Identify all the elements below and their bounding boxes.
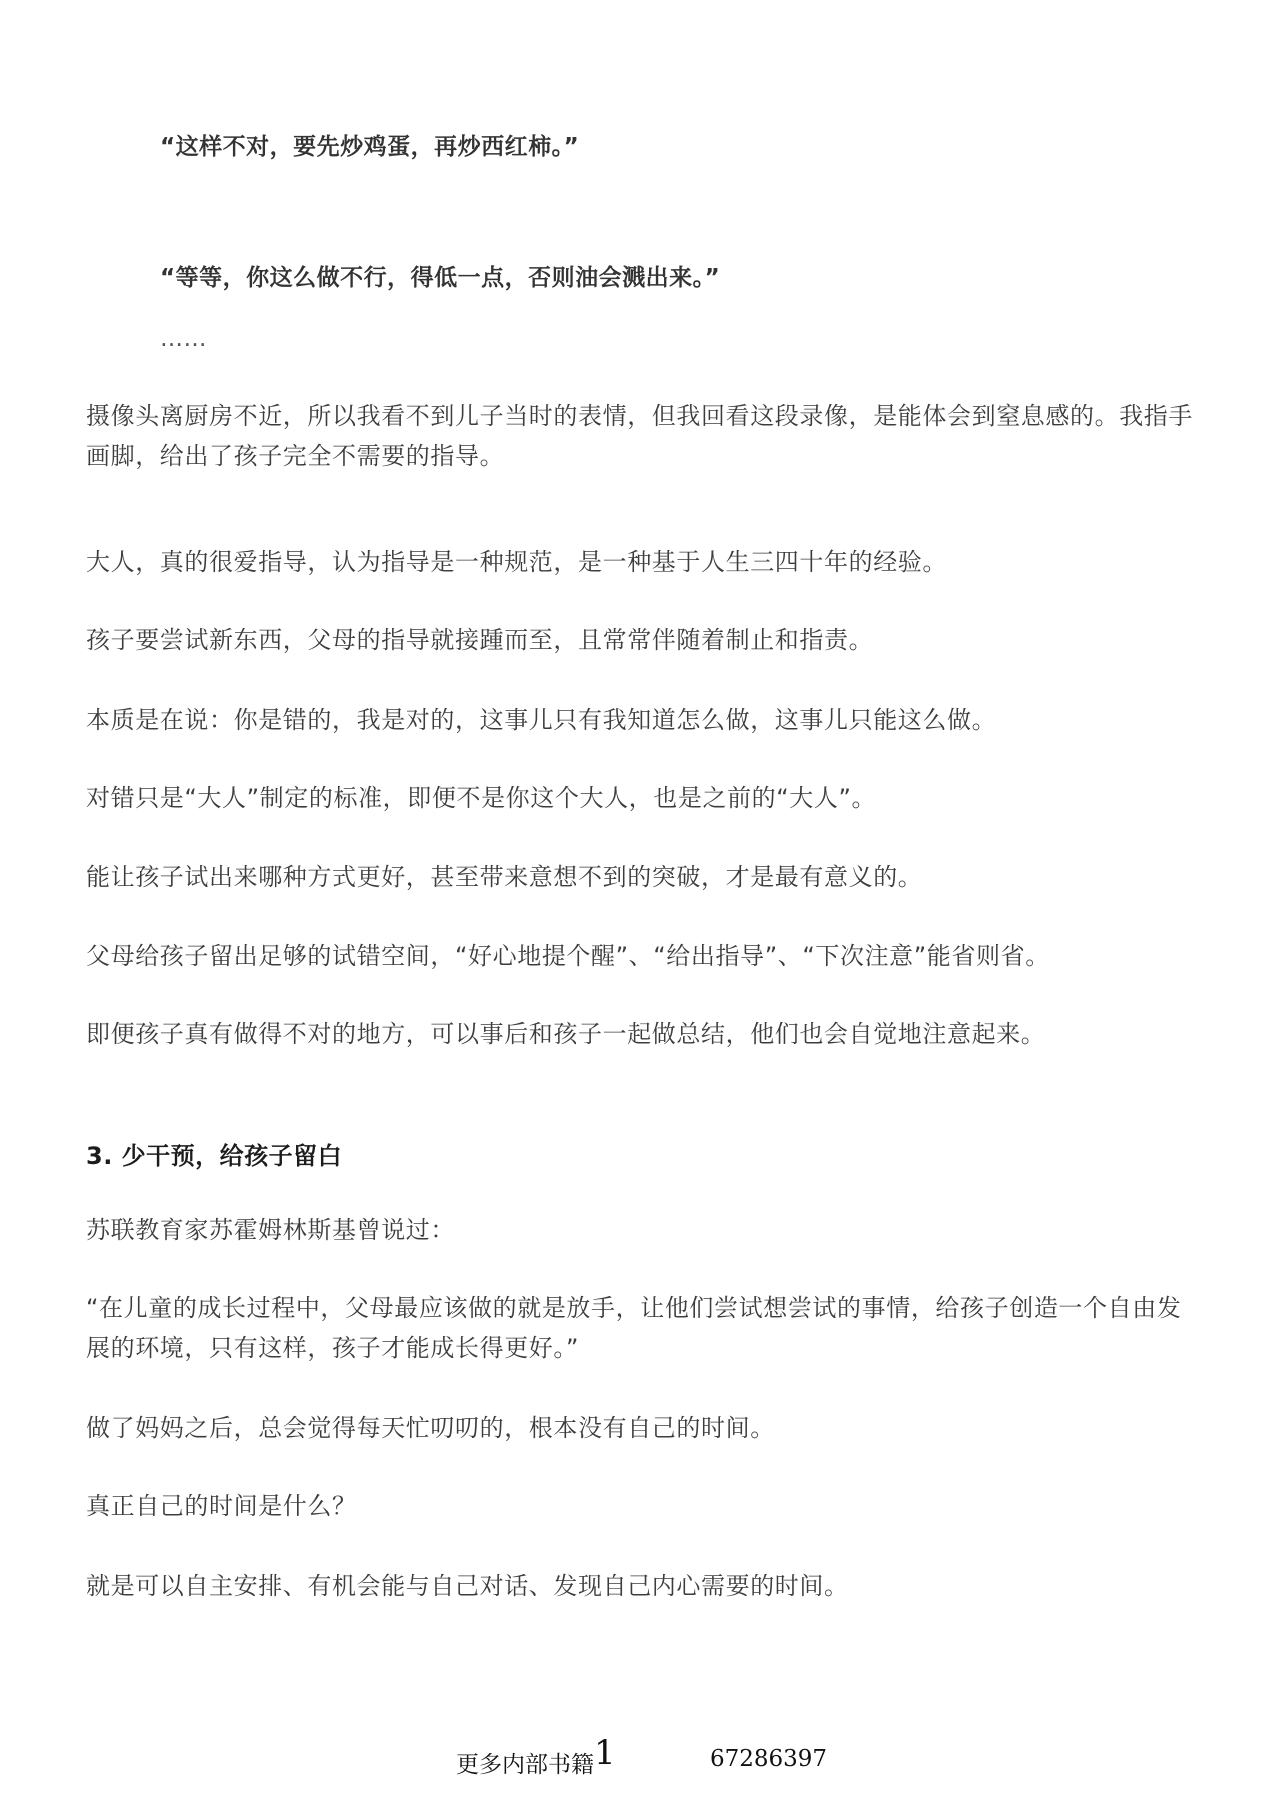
- footer-label: 更多内部书籍: [456, 1752, 594, 1778]
- paragraph: 摄像头离厨房不近，所以我看不到儿子当时的表情，但我回看这段录像，是能体会到窒息感的。我指手画脚，给出了孩子完全不需要的指导。: [86, 402, 1193, 470]
- footer-contact: 67286397: [710, 1746, 828, 1772]
- paragraph: 即便孩子真有做得不对的地方，可以事后和孩子一起做总结，他们也会自觉地注意起来。: [86, 1020, 1046, 1048]
- page-number: 1: [594, 1733, 616, 1773]
- dialogue-quote: “这样不对，要先炒鸡蛋，再炒西红柿。”: [160, 134, 580, 160]
- paragraph: 父母给孩子留出足够的试错空间，“好心地提个醒”、“给出指导”、“下次注意”能省则省。: [86, 942, 1050, 970]
- dialogue-quote: “等等，你这么做不行，得低一点，否则油会溅出来。”: [160, 265, 721, 291]
- ellipsis: ……: [160, 326, 207, 352]
- quote-paragraph: “在儿童的成长过程中，父母最应该做的就是放手，让他们尝试想尝试的事情，给孩子创造一个自由发展的环境，只有这样，孩子才能成长得更好。”: [86, 1294, 1182, 1362]
- paragraph: 真正自己的时间是什么？: [86, 1492, 357, 1520]
- paragraph: 孩子要尝试新东西，父母的指导就接踵而至，且常常伴随着制止和指责。: [86, 626, 874, 654]
- paragraph: 苏联教育家苏霍姆林斯基曾说过：: [86, 1216, 455, 1244]
- paragraph: 大人，真的很爱指导，认为指导是一种规范，是一种基于人生三四十年的经验。: [86, 548, 947, 576]
- paragraph: 做了妈妈之后，总会觉得每天忙叨叨的，根本没有自己的时间。: [86, 1414, 775, 1442]
- paragraph: 对错只是“大人”制定的标准，即便不是你这个大人，也是之前的“大人”。: [86, 784, 877, 812]
- paragraph: 本质是在说：你是错的，我是对的，这事儿只有我知道怎么做，这事儿只能这么做。: [86, 706, 997, 734]
- paragraph: 就是可以自主安排、有机会能与自己对话、发现自己内心需要的时间。: [86, 1572, 849, 1600]
- section-heading: 3. 少干预，给孩子留白: [86, 1142, 343, 1170]
- paragraph: 能让孩子试出来哪种方式更好，甚至带来意想不到的突破，才是最有意义的。: [86, 863, 923, 891]
